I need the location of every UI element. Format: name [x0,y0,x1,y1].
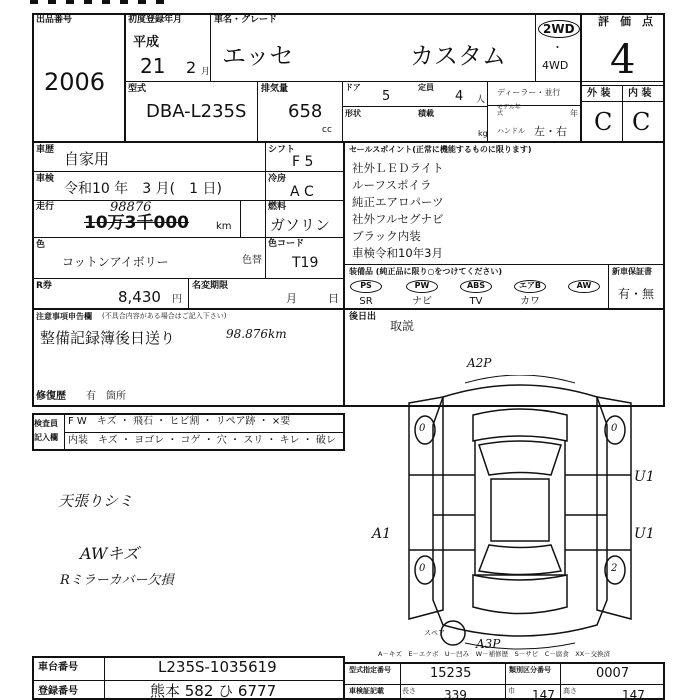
damage-mark-right-rear: U1 [634,526,655,542]
dealer-label: ディーラー・並行 [497,88,561,97]
shift-label: シフト [268,145,296,155]
inspection-date: 令和10 年 3 月( 1 日) [64,181,222,197]
handle-side: 左・右 [534,125,567,138]
mileage-label: 走行 [36,202,55,212]
registration-number-label: 登録番号 [38,686,78,697]
equipment-aw-circled: AW [568,280,600,293]
equipment-leather: カワ [520,296,540,307]
fuel-label: 燃料 [268,202,287,212]
color-value: コットンアイボリー [62,255,169,269]
load-unit: kg [478,129,488,138]
lot-number: 2006 [44,68,106,96]
name-change-day: 日 [328,292,339,305]
seat-unit: 人 [476,95,486,105]
shift-value: F 5 [292,154,314,170]
repair-history-label: 修復歴 [36,391,66,402]
wheel-mark: 0 [419,563,426,574]
sales-points-label: セールスポイント(正常に機能するものに限ります) [349,145,532,154]
registration-month: 2 [186,58,197,77]
interior-label: 内 装 [628,88,652,99]
registration-month-unit: 月 [201,67,211,77]
chassis-number: L235S-1035619 [158,658,277,676]
damage-mark-right-front: U1 [634,469,655,485]
notes-handwritten-mileage: 98.876km [226,327,287,341]
model-year-label: モデル年式 [497,104,521,117]
sales-point-item: 純正エアロパーツ [352,195,444,209]
car-damage-diagram [395,375,645,650]
lot-number-label: 出品番号 [36,15,73,25]
paint-change-label: 色替 [242,255,262,266]
class-number-label: 類別区分番号 [509,666,551,674]
handle-label: ハンドル [497,127,525,135]
car-name-label: 車名・グレード [214,15,278,25]
door-count: 5 [382,89,391,104]
recycle-fee: 8,430 [118,288,161,306]
handwritten-note: 天張りシミ [58,492,134,510]
recycle-unit: 円 [172,294,182,305]
handwritten-note: Rミラーカバー欠損 [60,573,174,588]
model-code: DBA-L235S [146,101,247,122]
wheel-mark: 0 [419,423,426,434]
color-label: 色 [36,240,46,250]
color-code-value: T19 [292,255,319,271]
car-name: エッセ [222,42,294,70]
handwritten-note: AWキズ [80,544,140,563]
notes-text: 整備記録簿後日送り [40,329,176,347]
certificate-label: 車検証記載 [349,687,384,695]
first-registration-label: 初度登録年月 [128,15,183,25]
type-cert-number: 15235 [430,666,472,681]
sales-point-item: ブラック内装 [352,229,421,243]
height-value: 147 [622,688,645,700]
displacement-unit: cc [322,125,332,135]
inspector-label: 検査員 [34,419,58,428]
inspector-entry-label: 記入欄 [34,433,58,442]
displacement: 658 [288,101,323,122]
door-label: ドア [345,83,361,92]
after-delivery-label: 後日出 [349,312,377,322]
wheel-mark: 2 [611,563,618,574]
inspector-interior-row: 内装 キズ ・ ヨゴレ ・ コゲ ・ 穴 ・ スリ ・ キレ ・ 破レ [68,435,336,446]
repair-history-value: 有 箇所 [86,391,126,402]
binder-holes-decoration [30,0,180,8]
shape-label: 形状 [345,109,361,118]
sales-point-item: 社外ＬＥＤライト [352,161,444,175]
equipment-label: 装備品 (純正品に限り○をつけてください) [349,267,503,276]
equipment-airbag-circled: エアB [514,280,546,293]
color-code-label: 色コード [268,239,305,249]
equipment-ps-circled: PS [350,280,382,293]
equipment-tv: TV [469,296,483,307]
type-cert-label: 型式指定番号 [349,666,391,674]
damage-mark-left: A1 [372,526,392,542]
inspection-label: 車検 [36,174,55,184]
damage-legend: A－キズ E－エクボ U－凹み W－補修歴 S－サビ C－腐食 XX－交換済 [378,650,611,658]
width-value: 147 [532,688,555,700]
usage-value: 自家用 [64,150,110,168]
damage-mark-front: A2P [467,356,492,370]
seat-count: 4 [455,89,464,104]
height-label: 高さ [563,687,577,695]
mileage-printed: 10万3千000 [84,213,189,233]
sales-points-list [352,160,444,262]
ac-label: 冷房 [268,174,287,184]
drive-separator: ・ [552,41,563,54]
registration-number: 熊本 582 ひ 6777 [150,682,277,700]
equipment-abs-circled: ABS [460,280,492,293]
wheel-mark: 0 [611,423,618,434]
sales-point-item: 車検令和10年3月 [352,246,443,260]
exterior-label: 外 装 [587,88,611,99]
displacement-label: 排気量 [261,84,289,94]
warranty-label: 新車保証書 [612,267,652,276]
drive-2wd-circled: 2WD [538,20,580,38]
interior-grade: C [632,108,651,136]
length-value: 339 [444,688,467,700]
name-change-month: 月 [286,292,297,305]
mileage-handwritten: 98876 [110,200,152,215]
equipment-pw-circled: PW [406,280,438,293]
notes-block [32,310,345,407]
car-grade: カスタム [410,42,506,70]
usage-label: 車歴 [36,145,55,155]
spare-tire-label: スペア [424,629,445,637]
notes-label: 注意事項申告欄 [36,312,92,321]
sales-point-item: 社外フルセグナビ [352,212,444,226]
score-value: 4 [610,37,636,83]
damage-mark-rear: A3P [476,637,501,651]
sales-point-item: ルーフスポイラ [352,178,432,192]
model-label: 型式 [128,84,147,94]
inspector-exterior-row: F W キズ ・ 飛石 ・ ヒビ割 ・ リペア跡 ・ ×要 [68,416,291,427]
model-year-unit: 年 [570,109,578,118]
name-change-label: 名変期限 [192,281,229,291]
drive-4wd: 4WD [542,59,569,72]
warranty-value: 有・無 [618,287,655,301]
mileage-unit: km [216,221,232,232]
notes-sub-label: (不具合内容がある場合はご記入下さい) [102,312,227,320]
after-delivery-text: 取説 [390,319,415,333]
load-label: 積載 [418,109,434,118]
chassis-label: 車台番号 [38,662,78,673]
width-label: 巾 [508,687,515,695]
equipment-navi: ナビ [412,296,432,307]
seat-label: 定員 [418,83,434,92]
score-label: 評 価 点 [598,15,653,28]
ac-value: A C [290,184,314,200]
fuel-value: ガソリン [270,216,331,234]
registration-year: 21 [140,54,166,78]
class-number: 0007 [596,666,630,681]
equipment-sr: SR [359,296,373,307]
registration-era: 平成 [133,35,160,50]
length-label: 長さ [402,687,416,695]
recycle-label: R券 [36,281,52,291]
exterior-grade: C [594,108,613,136]
